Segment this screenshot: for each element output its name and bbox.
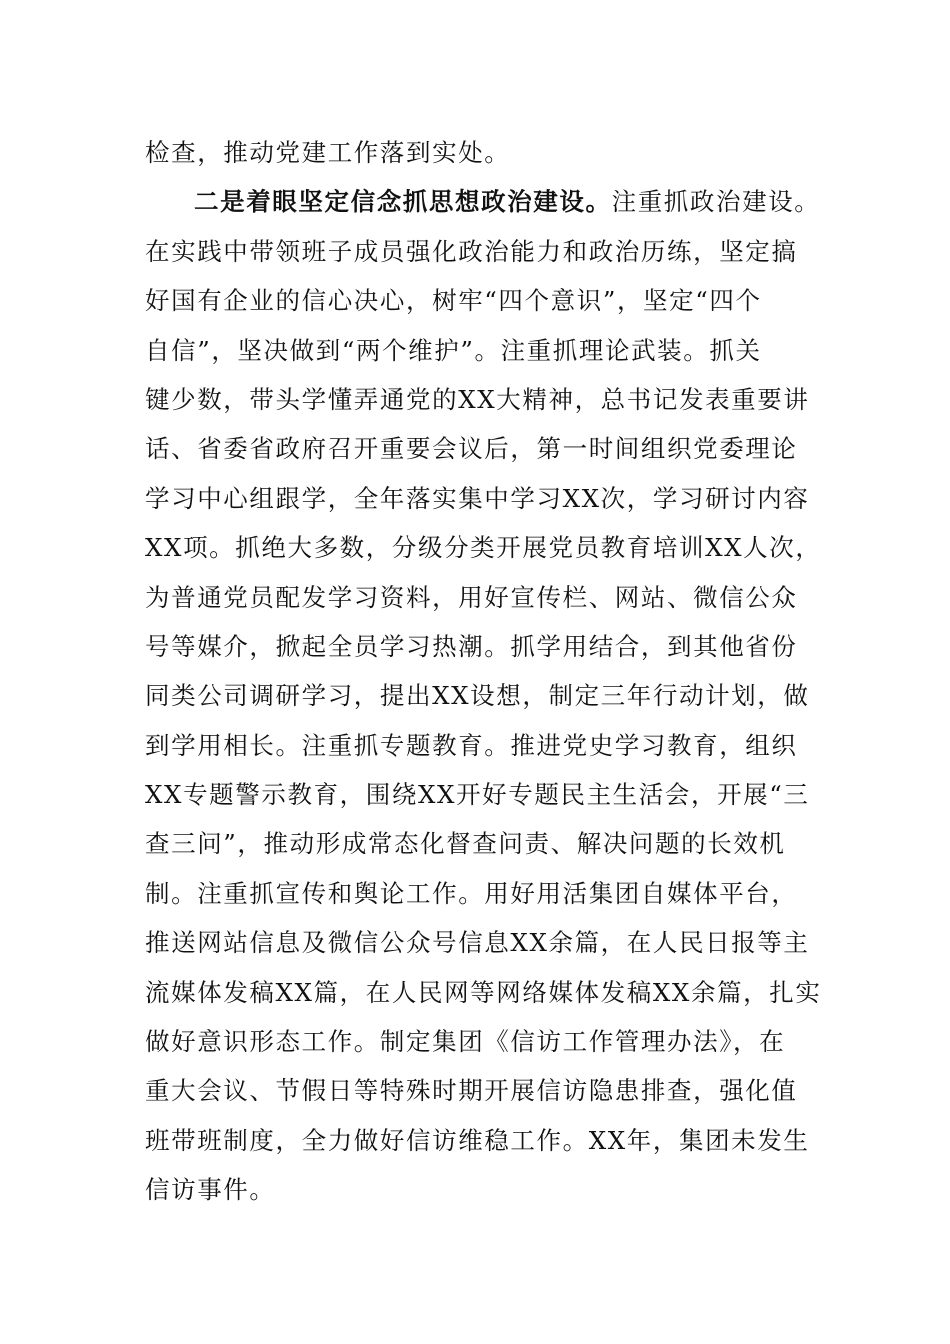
text-line: 号等媒介，掀起全员学习热潮。抓学用结合，到其他省份 — [145, 631, 798, 661]
text-line: 到学用相长。注重抓专题教育。推进党史学习教育，组织 — [145, 730, 798, 760]
text-line: 键少数，带头学懂弄通党的XX大精神，总书记发表重要讲 — [145, 384, 810, 414]
text-line: 查三问”，推动形成常态化督查问责、解决问题的长效机 — [145, 829, 786, 859]
document-body — [145, 128, 855, 1215]
text-line: 推送网站信息及微信公众号信息XX余篇，在人民日报等主 — [145, 928, 810, 958]
paragraph-lead-text: 注重抓政治建设。 — [611, 187, 821, 217]
text-line: 检查，推动党建工作落到实处。 — [145, 138, 511, 167]
text-line: XX项。抓绝大多数，分级分类开展党员教育培训XX人次， — [145, 533, 822, 563]
text-line: 学习中心组跟学，全年落实集中学习XX次，学习研讨内容 — [145, 483, 810, 513]
text-line: 话、省委省政府召开重要会议后，第一时间组织党委理论 — [145, 434, 798, 464]
paragraph-lead-line — [145, 177, 855, 226]
text-line: 重大会议、节假日等特殊时期开展信访隐患排查，强化值 — [145, 1076, 798, 1106]
text-line: 同类公司调研学习，提出XX设想，制定三年行动计划，做 — [145, 681, 810, 711]
text-line: 好国有企业的信心决心，树牢“四个意识”，坚定“四个 — [145, 286, 762, 316]
text-line: 班带班制度，全力做好信访维稳工作。XX年，集团未发生 — [145, 1125, 810, 1155]
text-line: 制。注重抓宣传和舆论工作。用好用活集团自媒体平台， — [145, 878, 798, 908]
text-line: 信访事件。 — [145, 1175, 276, 1205]
text-line: 自信”，坚决做到“两个维护”。注重抓理论武装。抓关 — [145, 335, 762, 365]
text-line: 做好意识形态工作。制定集团《信访工作管理办法》，在 — [145, 1027, 786, 1057]
text-line: 流媒体发稿XX篇，在人民网等网络媒体发稿XX余篇，扎实 — [145, 977, 822, 1007]
text-line: XX专题警示教育，围绕XX开好专题民主生活会，开展“三 — [145, 780, 810, 810]
text-line: 为普通党员配发学习资料，用好宣传栏、网站、微信公众 — [145, 582, 798, 612]
paragraph-heading: 二是着眼坚定信念抓思想政治建设。 — [194, 187, 612, 217]
text-line: 在实践中带领班子成员强化政治能力和政治历练，坚定搞 — [145, 236, 798, 266]
